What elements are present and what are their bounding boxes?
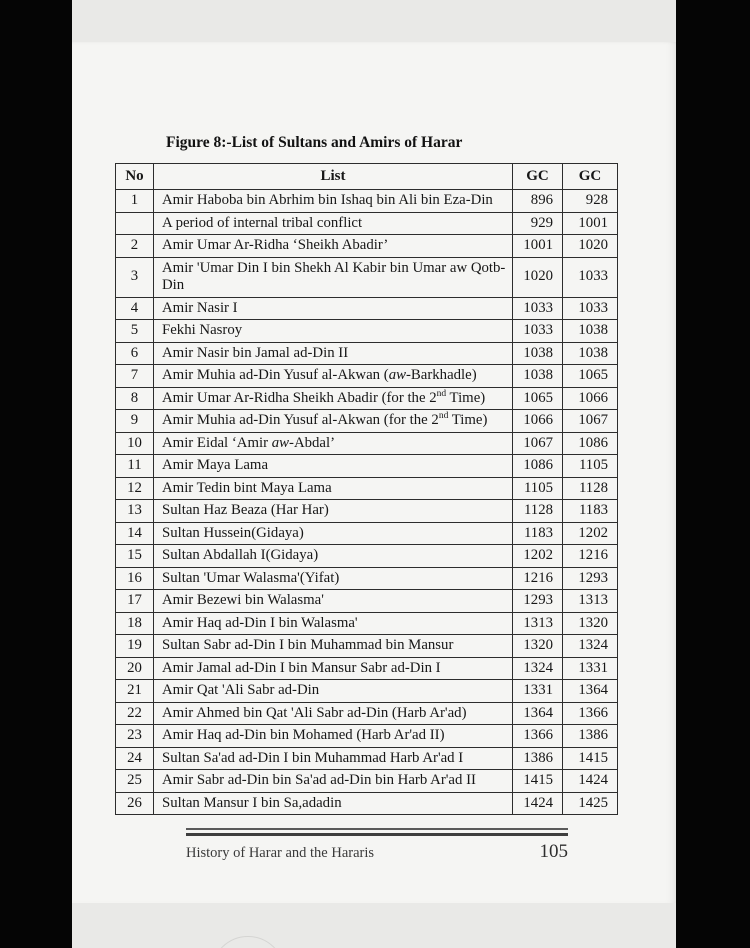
cell-no: 11 — [116, 455, 154, 478]
cell-gc-start: 1424 — [513, 792, 563, 815]
cell-no: 4 — [116, 297, 154, 320]
cell-gc-start: 1216 — [513, 567, 563, 590]
table-row — [116, 770, 618, 793]
cell-gc-start: 1067 — [513, 432, 563, 455]
table-row — [116, 702, 618, 725]
cell-no: 15 — [116, 545, 154, 568]
cell-gc-start: 1415 — [513, 770, 563, 793]
cell-no: 8 — [116, 387, 154, 410]
cell-gc-end: 1065 — [563, 365, 618, 388]
cell-no: 23 — [116, 725, 154, 748]
table-row — [116, 725, 618, 748]
table-row — [116, 635, 618, 658]
cell-list: Amir Haq ad-Din bin Mohamed (Harb Ar'ad II) — [154, 725, 513, 748]
cell-gc-start: 1313 — [513, 612, 563, 635]
cell-no: 5 — [116, 320, 154, 343]
cell-gc-start: 1038 — [513, 342, 563, 365]
cell-no: 17 — [116, 590, 154, 613]
cell-gc-start: 1001 — [513, 235, 563, 258]
table-row — [116, 297, 618, 320]
cell-list: A period of internal tribal conflict — [154, 212, 513, 235]
cell-no: 9 — [116, 410, 154, 433]
book-page — [72, 42, 676, 903]
cell-list: Amir Muhia ad-Din Yusuf al-Akwan (aw-Barkhadle) — [154, 365, 513, 388]
cell-no: 21 — [116, 680, 154, 703]
cell-gc-end: 1066 — [563, 387, 618, 410]
cell-no: 22 — [116, 702, 154, 725]
table-row — [116, 792, 618, 815]
table-row — [116, 342, 618, 365]
column-header: GC — [513, 164, 563, 190]
cell-list: Amir Umar Ar-Ridha ‘Sheikh Abadir’ — [154, 235, 513, 258]
cell-gc-end: 1020 — [563, 235, 618, 258]
table-row — [116, 477, 618, 500]
cell-list: Amir 'Umar Din I bin Shekh Al Kabir bin Umar aw Qotb-Din — [154, 257, 513, 297]
footer-rule — [186, 828, 568, 836]
cell-gc-end: 1364 — [563, 680, 618, 703]
page-number: 105 — [539, 841, 568, 862]
table-row — [116, 522, 618, 545]
cell-gc-start: 1033 — [513, 320, 563, 343]
cell-list: Amir Umar Ar-Ridha Sheikh Abadir (for the 2nd Time) — [154, 387, 513, 410]
table-row — [116, 432, 618, 455]
cell-gc-start: 1331 — [513, 680, 563, 703]
cell-list: Amir Bezewi bin Walasma' — [154, 590, 513, 613]
cell-no: 16 — [116, 567, 154, 590]
table-row — [116, 387, 618, 410]
reader-app-background — [72, 0, 676, 948]
table-row — [116, 590, 618, 613]
cell-no: 2 — [116, 235, 154, 258]
cell-list: Amir Haboba bin Abrhim bin Ishaq bin Ali bin Eza-Din — [154, 190, 513, 213]
cell-list: Sultan Haz Beaza (Har Har) — [154, 500, 513, 523]
table-row — [116, 612, 618, 635]
page-footer — [186, 841, 568, 863]
cell-gc-start: 929 — [513, 212, 563, 235]
cell-list: Amir Nasir bin Jamal ad-Din II — [154, 342, 513, 365]
cell-list: Amir Haq ad-Din I bin Walasma' — [154, 612, 513, 635]
cell-gc-end: 1415 — [563, 747, 618, 770]
cell-no: 18 — [116, 612, 154, 635]
cell-gc-end: 1038 — [563, 342, 618, 365]
cell-list: Sultan Mansur I bin Sa,adadin — [154, 792, 513, 815]
table-row — [116, 680, 618, 703]
cell-gc-end: 1293 — [563, 567, 618, 590]
column-header: No — [116, 164, 154, 190]
running-title: History of Harar and the Hararis — [186, 845, 375, 861]
column-header: GC — [563, 164, 618, 190]
cell-no: 24 — [116, 747, 154, 770]
cell-list: Amir Sabr ad-Din bin Sa'ad ad-Din bin Harb Ar'ad II — [154, 770, 513, 793]
table-header-row — [116, 164, 618, 190]
cell-list: Amir Eidal ‘Amir aw-Abdal’ — [154, 432, 513, 455]
cell-gc-end: 1183 — [563, 500, 618, 523]
table-body — [116, 190, 618, 815]
cell-gc-end: 1320 — [563, 612, 618, 635]
cell-no — [116, 212, 154, 235]
cell-gc-end: 928 — [563, 190, 618, 213]
cell-gc-end: 1128 — [563, 477, 618, 500]
table-row — [116, 657, 618, 680]
cell-gc-start: 1105 — [513, 477, 563, 500]
sultans-amirs-table — [115, 163, 618, 815]
cell-list: Amir Muhia ad-Din Yusuf al-Akwan (for the 2nd Time) — [154, 410, 513, 433]
cell-no: 3 — [116, 257, 154, 297]
cell-list: Sultan Sa'ad ad-Din I bin Muhammad Harb Ar'ad I — [154, 747, 513, 770]
cell-no: 14 — [116, 522, 154, 545]
table-row — [116, 500, 618, 523]
cell-gc-start: 1065 — [513, 387, 563, 410]
table-row — [116, 567, 618, 590]
cell-no: 10 — [116, 432, 154, 455]
cell-list: Amir Qat 'Ali Sabr ad-Din — [154, 680, 513, 703]
cell-no: 7 — [116, 365, 154, 388]
cell-gc-start: 1086 — [513, 455, 563, 478]
cell-gc-end: 1331 — [563, 657, 618, 680]
cell-list: Amir Nasir I — [154, 297, 513, 320]
table-row — [116, 190, 618, 213]
table-row — [116, 455, 618, 478]
page-curl-button[interactable] — [211, 936, 285, 948]
table-row — [116, 235, 618, 258]
table-row — [116, 545, 618, 568]
cell-list: Sultan Sabr ad-Din I bin Muhammad bin Mansur — [154, 635, 513, 658]
figure-title: Figure 8:-List of Sultans and Amirs of Harar — [166, 134, 463, 151]
table-row — [116, 320, 618, 343]
cell-list: Amir Ahmed bin Qat 'Ali Sabr ad-Din (Harb Ar'ad) — [154, 702, 513, 725]
cell-gc-start: 1202 — [513, 545, 563, 568]
cell-gc-end: 1202 — [563, 522, 618, 545]
cell-no: 12 — [116, 477, 154, 500]
cell-gc-end: 1313 — [563, 590, 618, 613]
cell-gc-end: 1366 — [563, 702, 618, 725]
cell-no: 20 — [116, 657, 154, 680]
cell-list: Sultan Abdallah I(Gidaya) — [154, 545, 513, 568]
table-row — [116, 212, 618, 235]
cell-gc-end: 1216 — [563, 545, 618, 568]
cell-gc-start: 1293 — [513, 590, 563, 613]
cell-gc-end: 1067 — [563, 410, 618, 433]
cell-gc-end: 1033 — [563, 297, 618, 320]
cell-gc-start: 1324 — [513, 657, 563, 680]
cell-list: Sultan 'Umar Walasma'(Yifat) — [154, 567, 513, 590]
cell-gc-start: 1320 — [513, 635, 563, 658]
cell-list: Fekhi Nasroy — [154, 320, 513, 343]
cell-gc-end: 1425 — [563, 792, 618, 815]
cell-gc-start: 1183 — [513, 522, 563, 545]
cell-no: 19 — [116, 635, 154, 658]
screen-bezel-right — [676, 0, 750, 948]
cell-gc-start: 1364 — [513, 702, 563, 725]
cell-gc-start: 1128 — [513, 500, 563, 523]
cell-gc-end: 1424 — [563, 770, 618, 793]
cell-list: Amir Tedin bint Maya Lama — [154, 477, 513, 500]
cell-gc-end: 1324 — [563, 635, 618, 658]
cell-gc-start: 896 — [513, 190, 563, 213]
cell-gc-end: 1033 — [563, 257, 618, 297]
cell-gc-end: 1105 — [563, 455, 618, 478]
cell-no: 13 — [116, 500, 154, 523]
cell-gc-start: 1020 — [513, 257, 563, 297]
cell-gc-end: 1001 — [563, 212, 618, 235]
cell-gc-end: 1086 — [563, 432, 618, 455]
cell-no: 26 — [116, 792, 154, 815]
cell-no: 1 — [116, 190, 154, 213]
cell-no: 6 — [116, 342, 154, 365]
table-row — [116, 410, 618, 433]
table-row — [116, 365, 618, 388]
cell-gc-start: 1033 — [513, 297, 563, 320]
cell-list: Amir Jamal ad-Din I bin Mansur Sabr ad-Din I — [154, 657, 513, 680]
cell-gc-start: 1038 — [513, 365, 563, 388]
cell-gc-end: 1386 — [563, 725, 618, 748]
cell-list: Sultan Hussein(Gidaya) — [154, 522, 513, 545]
table-row — [116, 257, 618, 297]
cell-gc-start: 1366 — [513, 725, 563, 748]
cell-gc-end: 1038 — [563, 320, 618, 343]
cell-no: 25 — [116, 770, 154, 793]
cell-list: Amir Maya Lama — [154, 455, 513, 478]
cell-gc-start: 1066 — [513, 410, 563, 433]
cell-gc-start: 1386 — [513, 747, 563, 770]
table-row — [116, 747, 618, 770]
screen-bezel-left — [0, 0, 72, 948]
column-header: List — [154, 164, 513, 190]
